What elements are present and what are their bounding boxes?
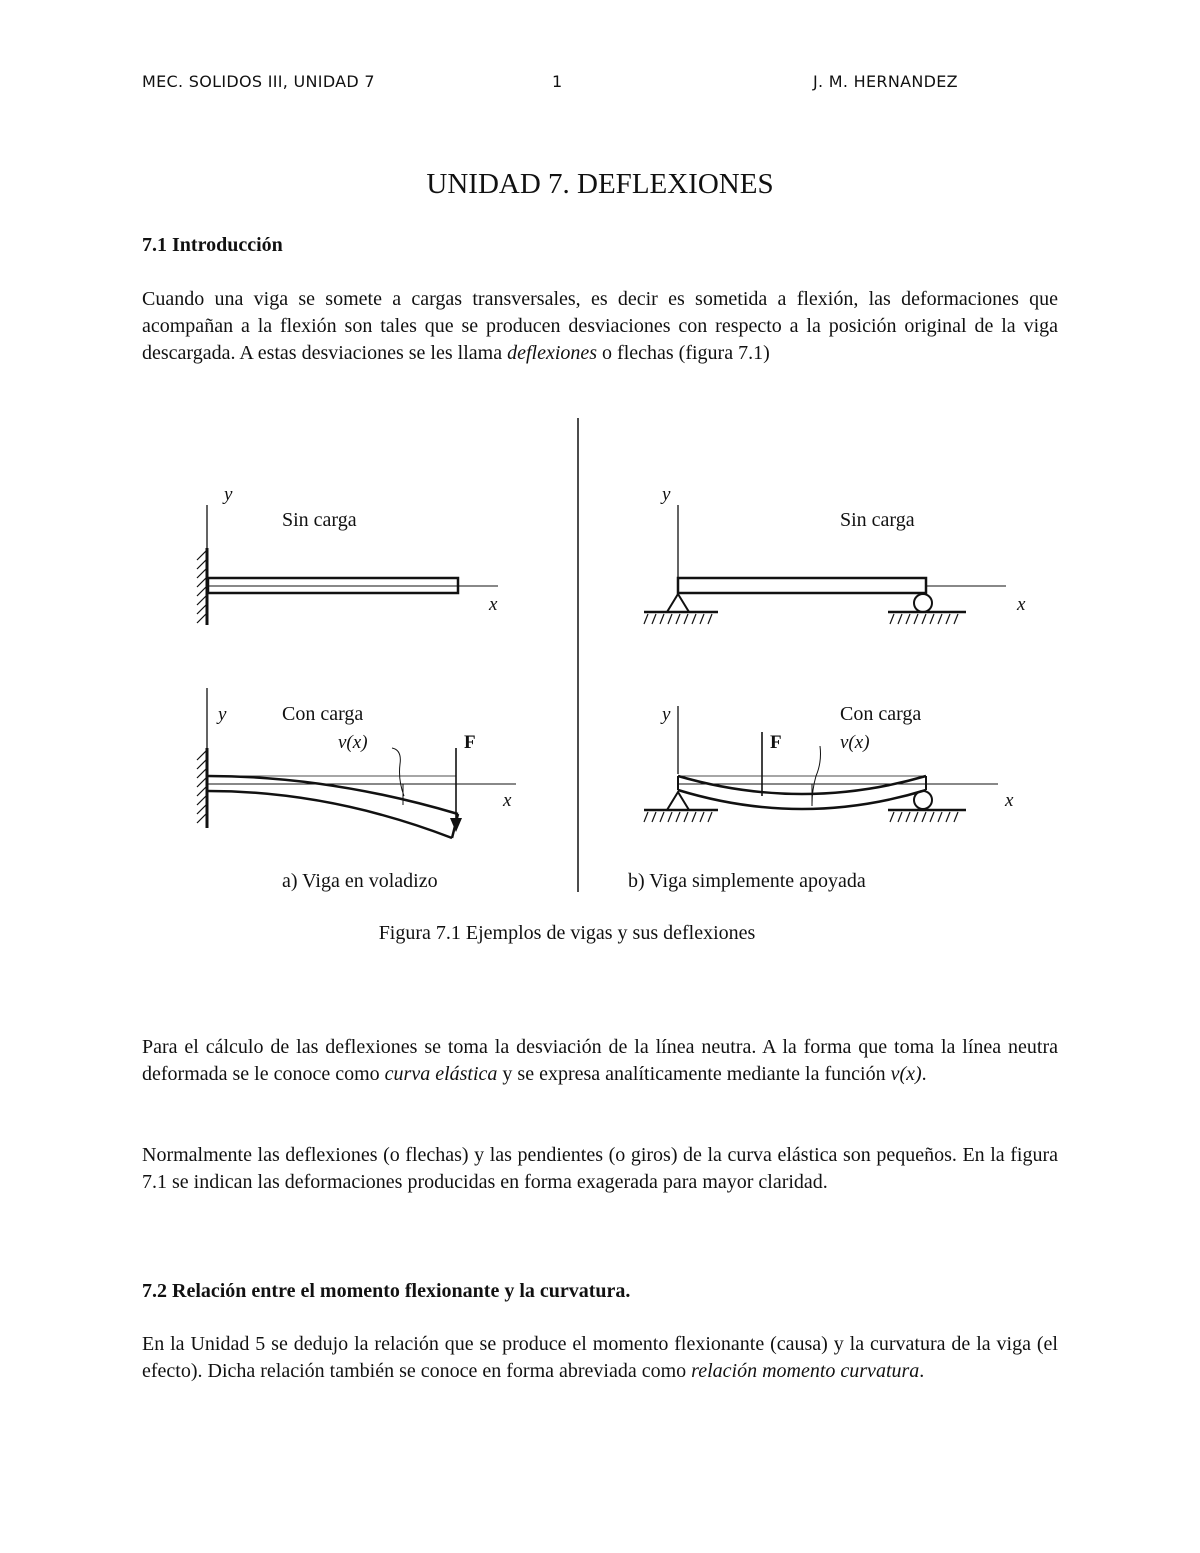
cantilever-loaded xyxy=(197,688,516,838)
deflected-beam-bottom xyxy=(208,791,452,838)
loaded-label: Con carga xyxy=(840,703,922,725)
caption-cantilever: a) Viga en voladizo xyxy=(282,870,438,892)
force-arrowhead xyxy=(450,818,462,832)
section-heading-7-1: 7.1 Introducción xyxy=(142,234,283,256)
curve-leader xyxy=(812,746,821,804)
small-deflections-paragraph: Normalmente las deflexiones (o flechas) y las pendientes (o giros) de la curva elástica son pequeños. En la figura 7.1 se indican las deformaciones producidas en forma exagerada para mayor claridad. xyxy=(142,1144,1058,1193)
header-left: MEC. SOLIDOS III, UNIDAD 7 xyxy=(142,72,375,91)
page-number: 1 xyxy=(552,72,563,91)
deflected-beam-top xyxy=(678,776,926,794)
unloaded-label: Sin carga xyxy=(282,509,357,531)
simply-supported-unloaded xyxy=(644,484,1026,624)
pin-support xyxy=(667,792,689,810)
axis-x-label: x xyxy=(503,790,512,811)
roller-support xyxy=(914,594,932,612)
curve-label: v(x) xyxy=(338,732,368,753)
para2-text: Para el cálculo de las deflexiones se toma la desviación de la línea neutra. A la forma que toma la línea neutra deformada se le conoce como xyxy=(142,1036,1058,1085)
axis-y-label: y xyxy=(662,704,671,725)
section-heading-7-2: 7.2 Relación entre el momento flexionante y la curvatura. xyxy=(142,1280,631,1302)
ground-hatch-left xyxy=(644,614,712,624)
wall-hatch xyxy=(197,551,206,623)
intro-italic: deflexiones xyxy=(507,342,598,364)
curve-leader xyxy=(392,748,404,796)
intro-text-end: o flechas (figura 7.1) xyxy=(597,342,770,364)
ground-hatch-right xyxy=(890,812,958,822)
ground-hatch-right xyxy=(890,614,958,624)
wall-hatch xyxy=(197,751,206,823)
section2-text-end: . xyxy=(919,1360,925,1382)
page-title: UNIDAD 7. DEFLEXIONES xyxy=(426,168,774,200)
beam xyxy=(678,578,926,593)
intro-paragraph xyxy=(142,286,1058,367)
roller-support xyxy=(914,791,932,809)
intro-text: Cuando una viga se somete a cargas transversales, es decir es sometida a flexión, las deformaciones que acompañan a la flexión son tales que se producen desviaciones con respecto a la posición original de la viga descargada. A estas desviaciones se les llama xyxy=(142,288,1058,364)
force-label: F xyxy=(770,732,782,753)
para2-italic: curva elástica xyxy=(384,1063,498,1085)
section2-italic: relación momento curvatura xyxy=(691,1360,920,1382)
force-label: F xyxy=(464,732,476,753)
axis-y-label: y xyxy=(224,484,233,505)
simply-supported-loaded xyxy=(644,703,1014,822)
cantilever-unloaded xyxy=(197,484,498,625)
axis-x-label: x xyxy=(1005,790,1014,811)
deflected-beam-top xyxy=(208,776,458,814)
axis-x-label: x xyxy=(1017,594,1026,615)
figure-7-1 xyxy=(0,400,1200,900)
figure-caption: Figura 7.1 Ejemplos de vigas y sus deflexiones xyxy=(378,922,756,944)
axis-x-label: x xyxy=(489,594,498,615)
loaded-label: Con carga xyxy=(282,703,364,725)
axis-y-label: y xyxy=(662,484,671,505)
elastic-curve-paragraph xyxy=(142,1034,1058,1088)
axis-y-label: y xyxy=(218,704,227,725)
section2-text: En la Unidad 5 se dedujo la relación que se produce el momento flexionante (causa) y la curvatura de la viga (el efecto). Dicha relación también se conoce en forma abreviada como xyxy=(142,1333,1058,1382)
header-right: J. M. HERNANDEZ xyxy=(813,72,958,91)
para2-text-middle: y se expresa analíticamente mediante la función xyxy=(497,1063,891,1085)
unloaded-label: Sin carga xyxy=(840,509,915,531)
curve-label: v(x) xyxy=(840,732,870,753)
para2-text-end: . xyxy=(921,1063,927,1085)
para2-function: v(x) xyxy=(890,1063,922,1085)
ground-hatch-left xyxy=(644,812,712,822)
caption-simply-supported: b) Viga simplemente apoyada xyxy=(628,870,866,892)
moment-curvature-paragraph xyxy=(142,1331,1058,1385)
pin-support xyxy=(667,594,689,612)
